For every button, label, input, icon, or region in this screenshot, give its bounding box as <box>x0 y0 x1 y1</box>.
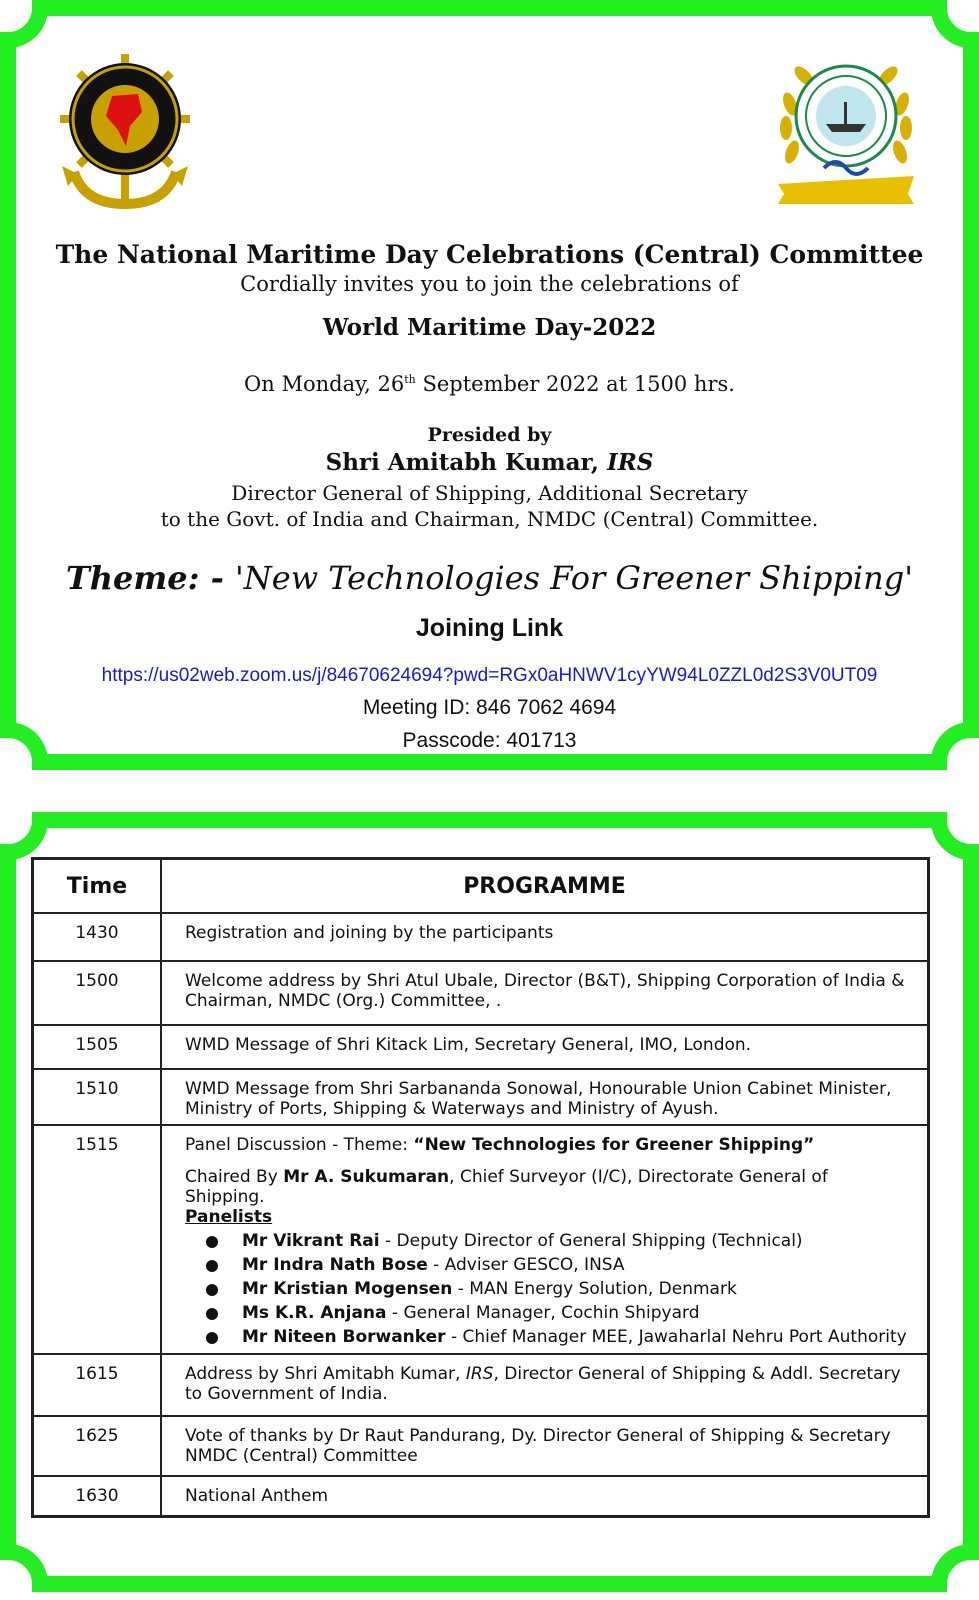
event-title: World Maritime Day-2022 <box>322 314 657 341</box>
panelist-item <box>185 1301 907 1325</box>
panelist-item <box>185 1253 907 1277</box>
programme-cell: Vote of thanks by Dr Raut Pandurang, Dy. Director General of Shipping & Secretary NMDC (Central) Committee <box>161 1416 929 1476</box>
panelist-role: - MAN Energy Solution, Denmark <box>452 1279 737 1299</box>
laurel-emblem-icon <box>776 44 916 214</box>
date-suffix: September 2022 at 1500 hrs. <box>415 372 735 396</box>
passcode: Passcode: 401713 <box>402 729 577 752</box>
panel-theme: “New Technologies for Greener Shipping” <box>413 1135 815 1155</box>
time-cell: 1630 <box>33 1476 162 1516</box>
theme-line <box>0 559 979 597</box>
chaired-prefix: Chaired By <box>185 1167 284 1187</box>
time-cell: 1615 <box>33 1354 162 1416</box>
panelist-name: Mr Indra Nath Bose <box>242 1255 428 1275</box>
programme-cell: WMD Message from Shri Sarbananda Sonowal, Honourable Union Cabinet Minister, Ministry of Ports, Shipping & Waterways and Ministry of Ayush. <box>161 1069 929 1125</box>
table-row <box>33 1125 929 1354</box>
table-row <box>33 961 929 1025</box>
panel-discussion-cell <box>161 1125 929 1354</box>
programme-cell: Welcome address by Shri Atul Ubale, Director (B&T), Shipping Corporation of India & Chairman, NMDC (Org.) Committee, . <box>161 961 929 1025</box>
time-cell: 1515 <box>33 1125 162 1354</box>
panelists-list <box>185 1229 907 1349</box>
table-row <box>33 1069 929 1125</box>
theme-text: 'New Technologies For Greener Shipping' <box>234 559 914 597</box>
table-row <box>33 1354 929 1416</box>
table-row <box>33 913 929 961</box>
date-prefix: On Monday, 26 <box>244 372 405 396</box>
theme-label: Theme: - <box>65 559 235 597</box>
president-name-text: Shri Amitabh Kumar, <box>325 449 607 476</box>
national-maritime-day-logo <box>54 54 196 214</box>
time-column-header: Time <box>33 859 162 914</box>
programme-cell: WMD Message of Shri Kitack Lim, Secretary General, IMO, London. <box>161 1025 929 1069</box>
table-header-row <box>33 859 929 914</box>
invitation-line: Cordially invites you to join the celebrations of <box>240 272 739 296</box>
panelists-heading: Panelists <box>185 1207 273 1227</box>
time-cell: 1505 <box>33 1025 162 1069</box>
address-suffix: , Director General of Shipping & Addl. Secretary to Government of India. <box>185 1364 901 1404</box>
date-superscript: th <box>404 373 416 386</box>
table-row <box>33 1476 929 1516</box>
programme-cell: National Anthem <box>161 1476 929 1516</box>
panelist-name: Mr Vikrant Rai <box>242 1231 380 1251</box>
panelist-role: - Deputy Director of General Shipping (Technical) <box>379 1231 803 1251</box>
table-row <box>33 1025 929 1069</box>
address-prefix: Address by Shri Amitabh Kumar, <box>185 1364 466 1384</box>
panelist-item <box>185 1229 907 1253</box>
panelist-item <box>185 1325 907 1349</box>
panel-discussion-line <box>185 1135 907 1155</box>
chaired-suffix: , Chief Surveyor (I/C), Directorate General of Shipping. <box>185 1167 828 1207</box>
programme-cell: Registration and joining by the participants <box>161 913 929 961</box>
meeting-id: Meeting ID: 846 7062 4694 <box>362 696 617 719</box>
directorate-general-shipping-logo <box>776 44 916 214</box>
panelist-name: Mr Niteen Borwanker <box>242 1327 446 1347</box>
panelist-item <box>185 1277 907 1301</box>
programme-table <box>31 857 930 1518</box>
designation-line-1: Director General of Shipping, Additional Secretary <box>231 481 748 505</box>
committee-heading: The National Maritime Day Celebrations (Central) Committee <box>55 240 924 269</box>
presided-by-label: Presided by <box>427 424 552 446</box>
panel-prefix: Panel Discussion - Theme: <box>185 1135 414 1155</box>
president-service: IRS <box>606 449 654 476</box>
programme-column-header: PROGRAMME <box>161 859 929 914</box>
ship-wheel-icon <box>54 54 196 214</box>
designation-line-2: to the Govt. of India and Chairman, NMDC (Central) Committee. <box>160 507 819 531</box>
president-name <box>0 449 979 476</box>
time-cell: 1500 <box>33 961 162 1025</box>
panelist-name: Mr Kristian Mogensen <box>242 1279 453 1299</box>
time-cell: 1430 <box>33 913 162 961</box>
panelist-role: - Adviser GESCO, INSA <box>427 1255 625 1275</box>
programme-cell <box>161 1354 929 1416</box>
event-date <box>0 372 979 396</box>
chaired-name: Mr A. Sukumaran <box>283 1167 450 1187</box>
panelist-name: Ms K.R. Anjana <box>242 1303 387 1323</box>
table-row <box>33 1416 929 1476</box>
time-cell: 1510 <box>33 1069 162 1125</box>
time-cell: 1625 <box>33 1416 162 1476</box>
invitation-panel <box>0 0 979 792</box>
chaired-by-line <box>185 1167 907 1207</box>
zoom-link[interactable]: https://us02web.zoom.us/j/84670624694?pwd=RGx0aHNWV1cyYW94L0ZZL0d2S3V0UT09 <box>101 665 878 686</box>
panelist-role: - General Manager, Cochin Shipyard <box>386 1303 700 1323</box>
address-service: IRS <box>465 1364 494 1384</box>
panelist-role: - Chief Manager MEE, Jawaharlal Nehru Port Authority <box>445 1327 907 1347</box>
joining-link-heading: Joining Link <box>415 614 564 642</box>
